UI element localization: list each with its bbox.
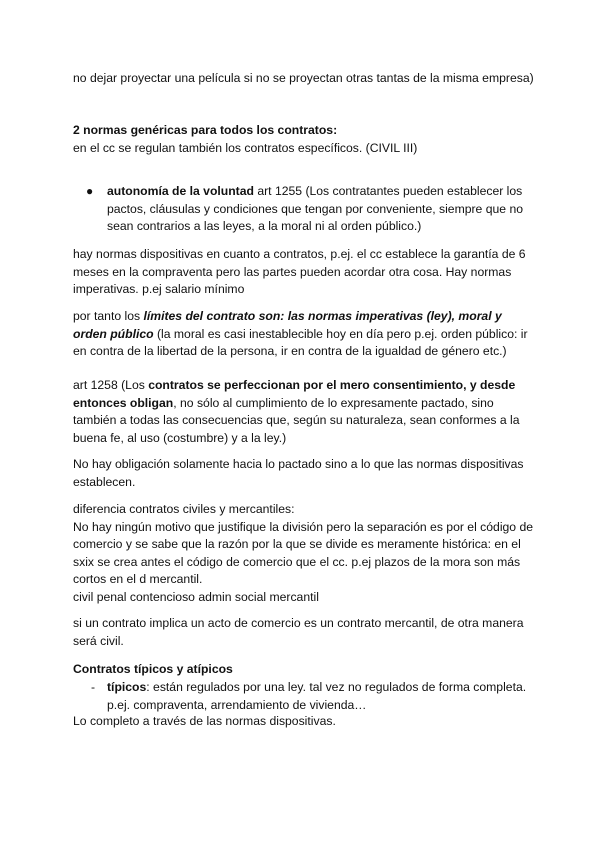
tipicos-title: Contratos típicos y atípicos: [73, 662, 233, 676]
art1258-pre: art 1258 (Los: [73, 378, 149, 392]
paragraph-normas-dispositivas: hay normas dispositivas en cuanto a contratos, p.ej. el cc establece la garantía de 6 meses en la compraventa pero las partes pueden acordar otra cosa. Hay normas imperativas. p.ej salario mínimo: [73, 247, 526, 296]
art1258-bold: contratos se perfeccionan por el mero consentimiento, y desde entonces obligan: [73, 378, 516, 410]
heading-contratos-tipicos: [73, 661, 535, 679]
paragraph-acto-comercio: si un contrato implica un acto de comercio es un contrato mercantil, de otra manera será civil.: [73, 616, 524, 648]
heading-normas-genericas: 2 normas genéricas para todos los contratos:: [73, 123, 338, 137]
bullet-dot-icon: ●: [86, 184, 94, 198]
tipicos-text: [107, 679, 536, 714]
tipicos-rest: : están regulados por una ley. tal vez no regulados de forma completa. p.ej. compraventa, arrendamiento de vivienda…: [107, 680, 527, 712]
limites-pre: por tanto los: [73, 309, 144, 323]
paragraph-limites: [73, 308, 535, 361]
paragraph-obligacion: No hay obligación solamente hacia lo pactado sino a lo que las normas dispositivas establecen.: [73, 457, 524, 489]
limites-bolditalic: límites del contrato son: las normas imperativas (ley), moral y orden público: [73, 309, 502, 341]
paragraph-art-1258: [73, 377, 535, 447]
limites-post: (la moral es casi inestablecible hoy en día pero p.ej. orden público: ir en contra de la libertad de la persona, ir en contra de la igualdad de género etc.): [73, 326, 528, 358]
heading-diferencia: diferencia contratos civiles y mercantiles:: [73, 502, 295, 516]
art1258-post: , no sólo al cumplimiento de lo expresamente pactado, sino también a todas las consecuencias que, según su naturaleza, sean conformes a la buena fe, al uso (costumbre) y a la ley.): [73, 395, 520, 445]
section-normas-genericas: [73, 122, 535, 157]
bold-tipicos: típicos: [107, 680, 147, 694]
dash-marker: -: [91, 680, 96, 694]
paragraph-final: Lo completo a través de las normas dispositivas.: [73, 714, 336, 728]
paragraph-pelicula: no dejar proyectar una película si no se proyectan otras tantas de la misma empresa): [73, 71, 534, 85]
bullet-autonomia-text: [107, 183, 536, 236]
section-diferencia-contratos: [73, 501, 535, 606]
paragraph-civil-penal: civil penal contencioso admin social mercantil: [73, 589, 319, 604]
bold-autonomia: autonomía de la voluntad: [107, 184, 254, 198]
paragraph-cc-contratos: en el cc se regulan también los contratos específicos. (CIVIL III): [73, 140, 418, 155]
art-1255-text: art 1255 (Los contratantes pueden establecer los pactos, cláusulas y condiciones que tengan por conveniente, siempre que no sean contrarios a las leyes, a la moral ni al orden público.): [107, 184, 523, 233]
paragraph-diferencia: No hay ningún motivo que justifique la división pero la separación es por el código de comercio y se sabe que la razón por la que se divide es meramente histórica: en el sxix se crea antes el código de comercio que el cc. p.ej plazos de la mora son más cortos en el d mercantil.: [73, 519, 534, 586]
